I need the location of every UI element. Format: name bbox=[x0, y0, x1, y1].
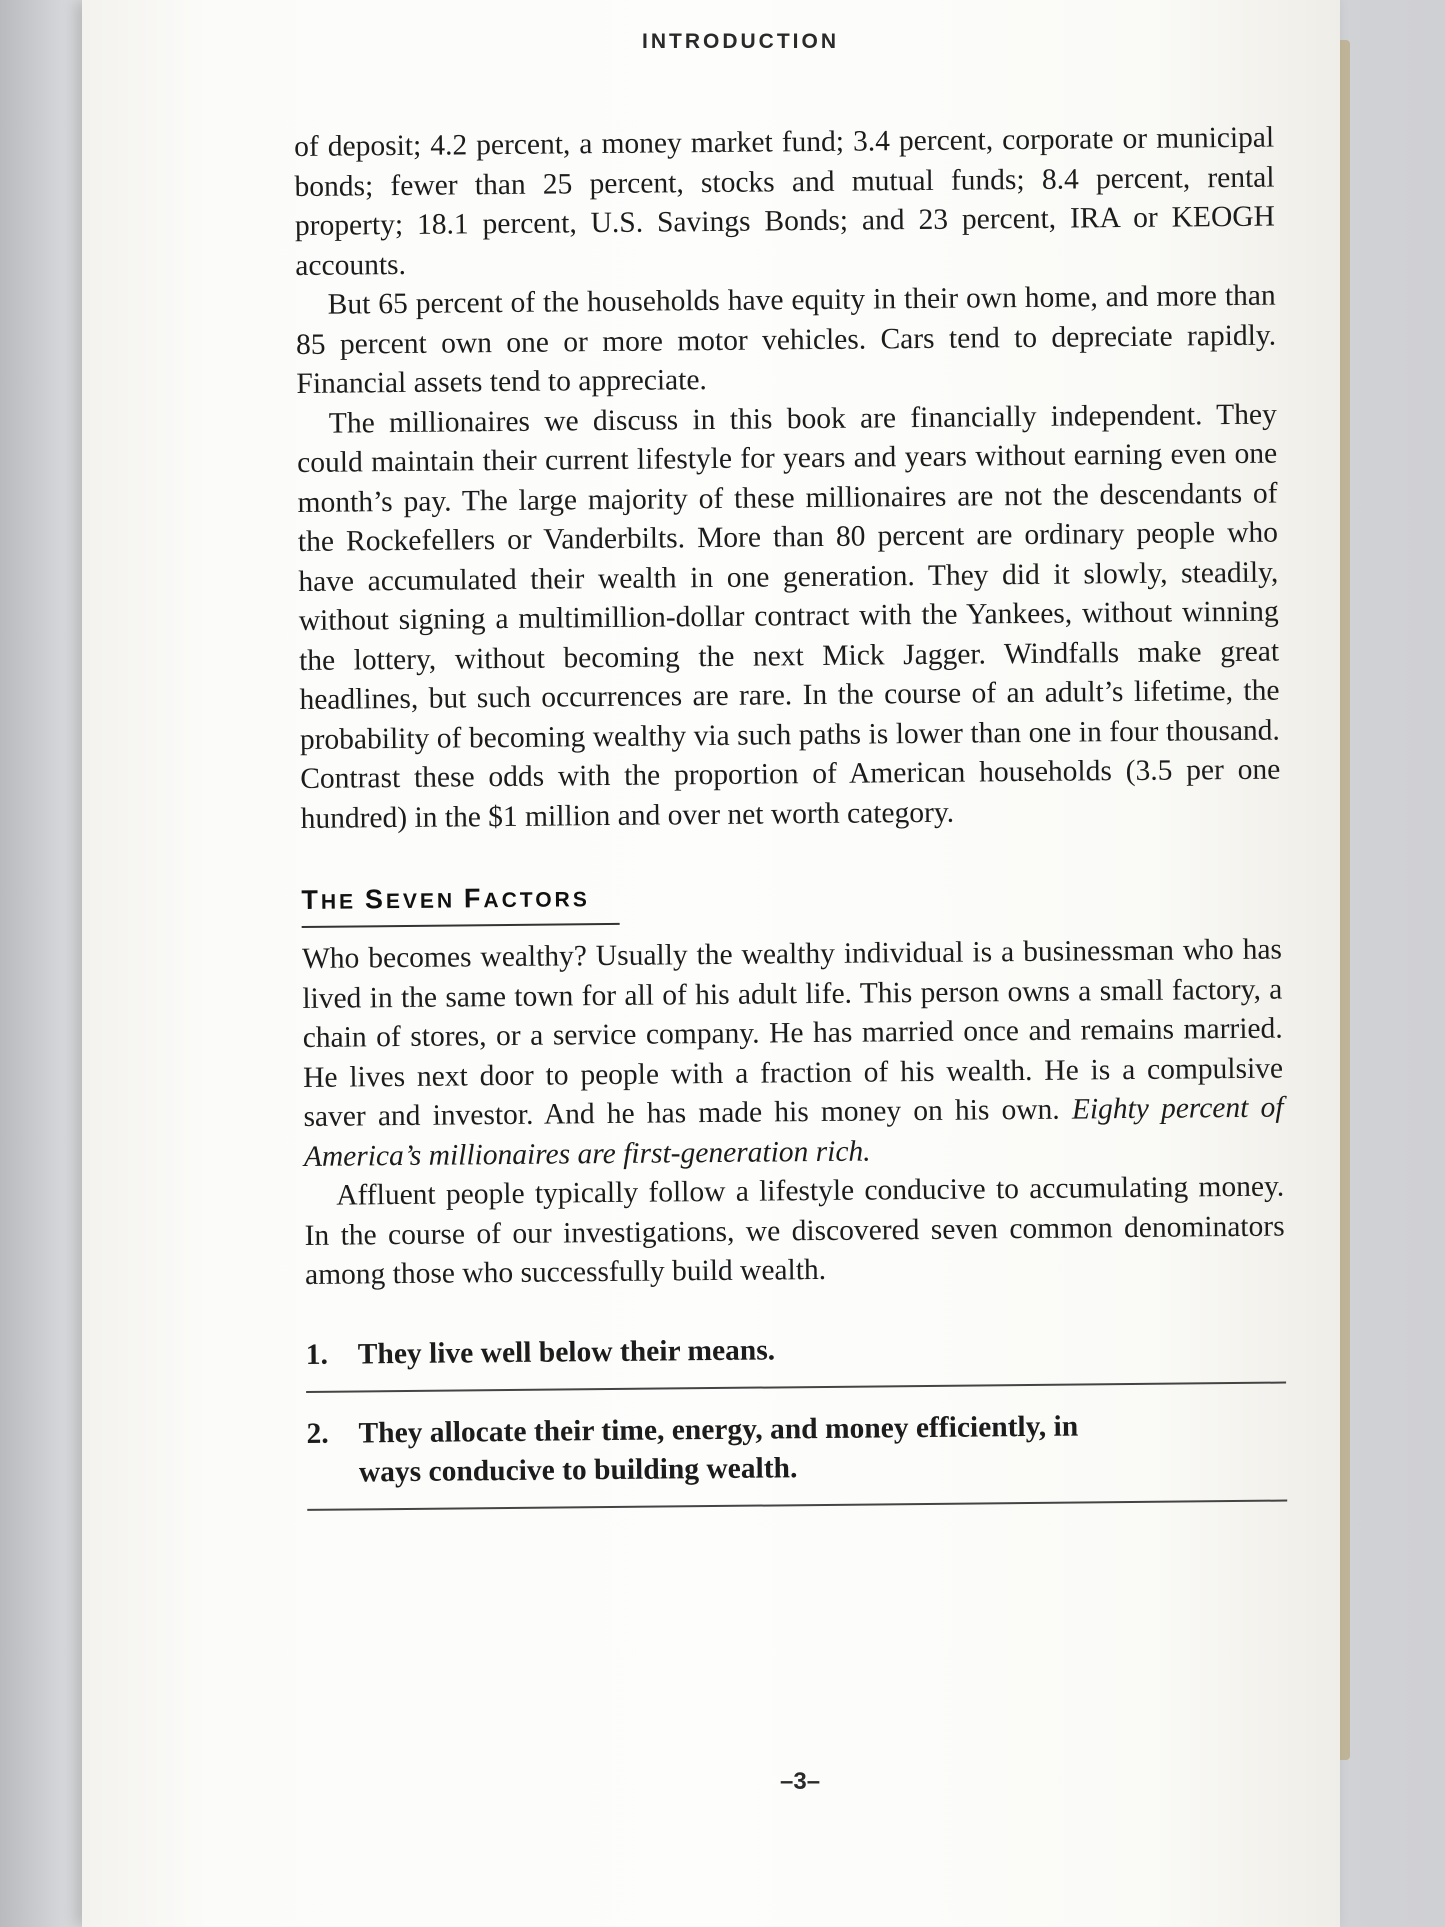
heading-letter: F bbox=[463, 883, 484, 914]
heading-letters-small: HE bbox=[320, 890, 366, 914]
heading-letters-small: ACTORS bbox=[483, 888, 590, 913]
heading-letter: T bbox=[301, 884, 322, 915]
paragraph-home-equity: But 65 percent of the households have equity in their own home, and more than 85 percent own one or more motor vehicles. Cars tend to depreciate rapidly. Financial assets tend to appreciate. bbox=[295, 279, 1277, 400]
paragraph-affluent-people: Affluent people typically follow a lifestyle conducive to accumulating money. In the course of our investigations, we discovered seven common denominators among those who successfully build wealth. bbox=[304, 1170, 1285, 1291]
heading-letters-small: EVEN bbox=[385, 889, 465, 914]
factor-number: 2. bbox=[306, 1417, 329, 1450]
paragraph-millionaires: The millionaires we discuss in this book are financially independent. They could maintain their current lifestyle for years and years without earning even one month’s pay. The large majority of these millionaires are not the descendants of the Rockefellers or Vanderbilts. More than 80 percent are ordinary people who have accumulated their wealth in one generation. They did it slowly, steadily, without signing a multimillion-dollar contract with the Yankees, without winning the lottery, without becoming the next Mick Jagger. Windfalls make great headlines, but such occurrences are rare. In the course of an adult’s lifetime, the probability of becoming wealthy via such paths is lower than one in four thousand. Contrast these odds with the proportion of American households (3.5 per one hundred) in the $1 million and over net worth category. bbox=[297, 398, 1281, 835]
factor-list bbox=[306, 1326, 1288, 1510]
section-heading bbox=[301, 876, 1281, 916]
italic-emphasis: Eighty percent of America’s millionaires are first-generation rich. bbox=[303, 1091, 1284, 1173]
factor-number: 1. bbox=[305, 1338, 329, 1371]
paragraph-main-text: Who becomes wealthy? Usually the wealthy individual is a businessman who has lived in the same town for all of his adult life. This person owns a small factory, a chain of stores, or a service company. He has married once and remains married. He lives next door to people with a fraction of his wealth. He is a compulsive saver and investor. And he has made his money on his own. bbox=[301, 933, 1284, 1133]
paragraph-deposit-stats: of deposit; 4.2 percent, a money market fund; 3.4 percent, corporate or municipal bonds; fewer than 25 percent, stocks and mutual funds; 8.4 percent, rental property; 18.1 percent, U.S. Savings Bonds; and 23 percent, IRA or KEOGH accounts. bbox=[294, 121, 1276, 282]
list-item bbox=[306, 1405, 1287, 1510]
list-item bbox=[306, 1326, 1287, 1392]
paragraph-who-becomes-wealthy bbox=[302, 931, 1284, 1177]
page-number: –3– bbox=[780, 1768, 821, 1795]
heading-underline bbox=[302, 923, 620, 928]
book-page bbox=[82, 0, 1340, 1927]
page-body bbox=[294, 119, 1287, 1533]
factor-text: They live well below their means. bbox=[357, 1333, 776, 1370]
heading-letter: S bbox=[364, 884, 387, 915]
running-head: INTRODUCTION bbox=[642, 30, 839, 53]
factor-text: They allocate their time, energy, and money efficiently, in ways conducive to building wealth. bbox=[358, 1410, 1079, 1488]
